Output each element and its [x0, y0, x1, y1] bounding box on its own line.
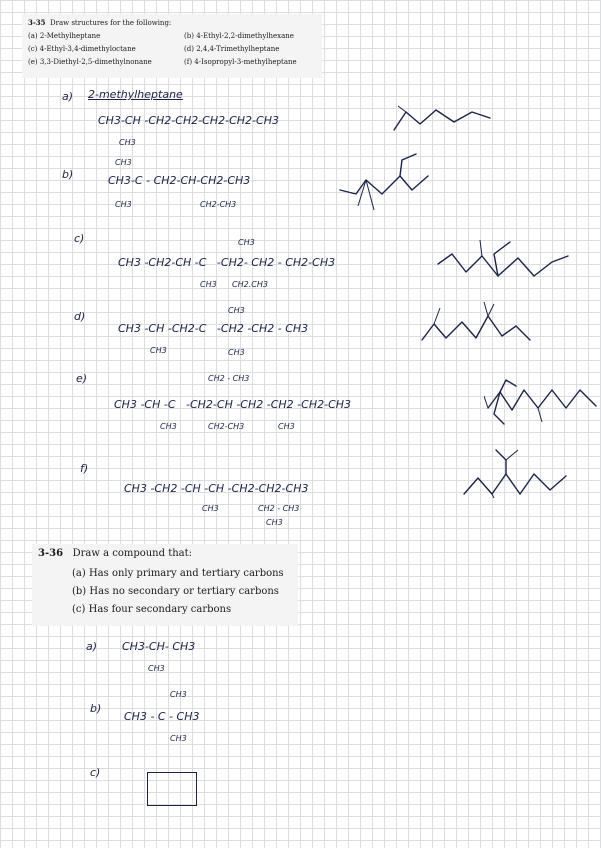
problem-number: 3-35 — [28, 18, 46, 27]
answer-c-bottom1: CH3 — [200, 280, 217, 289]
answer-e-chain: CH3 -CH -C -CH2-CH -CH2 -CH2 -CH2-CH3 — [114, 398, 352, 411]
answer-f-label: f) — [80, 462, 89, 475]
answer-c-top: CH3 — [238, 238, 255, 247]
answer-36b-chain: CH3 - C - CH3 — [124, 710, 200, 723]
answer-36b-label: b) — [90, 702, 102, 715]
answer-a-label: a) — [62, 90, 74, 103]
answer-a-chain: CH3-CH -CH2-CH2-CH2-CH2-CH3 — [98, 114, 279, 127]
skeletal-a — [392, 104, 494, 134]
answer-f-bottom1: CH3 — [202, 504, 219, 513]
answer-e-top: CH2 - CH3 — [208, 374, 250, 383]
answer-a-branch: CH3 — [119, 138, 136, 147]
answer-d-bottom1: CH3 — [150, 346, 167, 355]
skeletal-b — [336, 150, 436, 212]
part-a: (a) Has only primary and tertiary carbons — [72, 568, 284, 579]
answer-b-top: CH3 — [115, 158, 132, 167]
problem-3-35-header — [28, 18, 171, 28]
answer-e-label: e) — [76, 372, 88, 385]
skeletal-e — [484, 378, 600, 426]
answer-36a-label: a) — [86, 640, 98, 653]
answer-c-label: c) — [74, 232, 85, 245]
answer-a-name: 2-methylheptane — [88, 88, 183, 101]
skeletal-c — [436, 238, 572, 290]
part-f: (f) 4-Isopropyl-3-methylheptane — [184, 58, 297, 66]
answer-f-chain: CH3 -CH2 -CH -CH -CH2-CH2-CH3 — [124, 482, 309, 495]
answer-b-label: b) — [62, 168, 74, 181]
part-b: (b) Has no secondary or tertiary carbons — [72, 586, 279, 597]
part-e: (e) 3,3-Diethyl-2,5-dimethylnonane — [28, 58, 152, 66]
answer-b-bottom1: CH3 — [115, 200, 132, 209]
answer-36b-bottom: CH3 — [170, 734, 187, 743]
answer-36c-label: c) — [90, 766, 101, 779]
answer-f-bottom3: CH3 — [266, 518, 283, 527]
skeletal-d — [420, 300, 532, 346]
part-c: (c) Has four secondary carbons — [72, 604, 232, 615]
problem-prompt: Draw structures for the following: — [49, 19, 172, 27]
answer-b-chain: CH3-C - CH2-CH-CH2-CH3 — [108, 174, 251, 187]
answer-b-bottom2: CH2-CH3 — [200, 200, 237, 209]
answer-d-chain: CH3 -CH -CH2-C -CH2 -CH2 - CH3 — [118, 322, 309, 335]
answer-f-bottom2: CH2 - CH3 — [258, 504, 300, 513]
answer-e-bottom1: CH3 — [160, 422, 177, 431]
part-d: (d) 2,4,4-Trimethylheptane — [184, 45, 280, 53]
problem-prompt: Draw a compound that: — [72, 548, 193, 559]
answer-36a-chain: CH3-CH- CH3 — [122, 640, 196, 653]
skeletal-f — [462, 446, 574, 502]
answer-d-bottom2: CH3 — [228, 348, 245, 357]
problem-3-36-box — [32, 544, 298, 626]
part-a: (a) 2-Methylheptane — [28, 32, 101, 40]
part-c: (c) 4-Ethyl-3,4-dimethyloctane — [28, 45, 136, 53]
answer-c-bottom2: CH2.CH3 — [232, 280, 268, 289]
answer-36b-top: CH3 — [170, 690, 187, 699]
cyclobutane-square — [147, 772, 197, 806]
part-b: (b) 4-Ethyl-2,2-dimethylhexane — [184, 32, 294, 40]
answer-e-bottom3: CH3 — [278, 422, 295, 431]
answer-d-label: d) — [74, 310, 86, 323]
problem-number: 3-36 — [38, 548, 64, 559]
problem-3-36-header — [38, 548, 192, 560]
answer-e-bottom2: CH2-CH3 — [208, 422, 245, 431]
answer-d-top: CH3 — [228, 306, 245, 315]
answer-36a-bottom: CH3 — [148, 664, 165, 673]
answer-c-chain: CH3 -CH2-CH -C -CH2- CH2 - CH2-CH3 — [118, 256, 336, 269]
problem-3-35-box — [22, 14, 322, 78]
